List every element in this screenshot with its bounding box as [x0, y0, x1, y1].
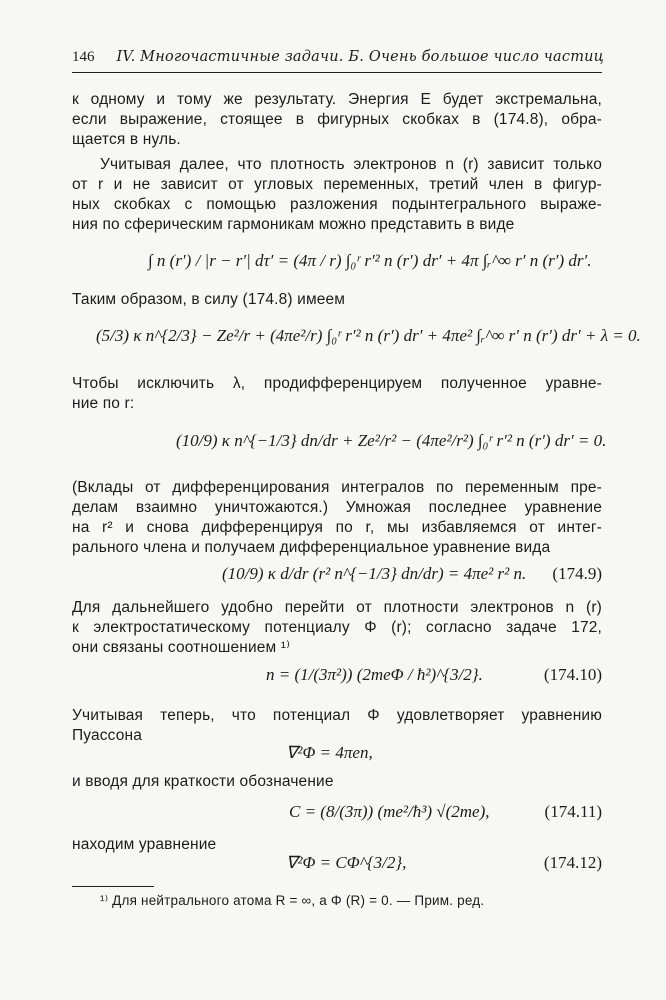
- equation-174-12: ∇²Φ = CΦ^{3/2},: [286, 853, 407, 872]
- equation-energy-condition: (5/3) κ n^{2/3} − Ze²/r + (4πe²/r) ∫₀ʳ r′² n (r′) dr′ + 4πe² ∫ᵣ^∞ r′ n (r′) dr′ + λ = 0.: [96, 326, 641, 345]
- text-line: ние по r:: [72, 395, 135, 412]
- equation-derivative: (10/9) κ n^{−1/3} dn/dr + Ze²/r² − (4πe²/r²) ∫₀ʳ r′² n (r′) dr′ = 0.: [176, 431, 607, 450]
- text-line: Для дальнейшего удобно перейти от плотности электронов n (r): [72, 599, 602, 616]
- text-line: на r² и снова дифференцируя по r, мы избавляемся от интег-: [72, 519, 602, 536]
- text-line: Чтобы исключить λ, продифференцируем полученное уравне-: [72, 375, 602, 392]
- equation-number: (174.11): [544, 802, 602, 821]
- text-line: рального члена и получаем дифференциальное уравнение вида: [72, 539, 551, 556]
- text-line: щается в нуль.: [72, 131, 181, 148]
- text-line: если выражение, стоящее в фигурных скобках в (174.8), обра-: [72, 111, 602, 128]
- text-line: находим уравнение: [72, 836, 217, 853]
- equation-integral-expansion: ∫ n (r′) / |r − r′| dτ′ = (4π / r) ∫₀ʳ r′² n (r′) dr′ + 4π ∫ᵣ^∞ r′ n (r′) dr′.: [148, 251, 592, 270]
- text-line: (Вклады от дифференцирования интегралов по переменным пре-: [72, 479, 602, 496]
- equation-174-11: C = (8/(3π)) (me²/ħ³) √(2me),: [289, 802, 490, 821]
- equation-number: (174.9): [552, 564, 602, 583]
- equation-number: (174.10): [543, 665, 602, 684]
- text-line: Таким образом, в силу (174.8) имеем: [72, 291, 346, 308]
- text-line: к одному и тому же результату. Энергия E будет экстремальна,: [72, 91, 602, 108]
- page-number: 146: [72, 49, 95, 65]
- footnote-rule: [72, 886, 154, 887]
- running-header: [72, 46, 602, 73]
- text-line: от r и не зависит от угловых переменных, третий член в фигур-: [72, 176, 602, 193]
- text-line: Пуассона: [72, 727, 143, 744]
- text-line: ных скобках с помощью разложения подынтегрального выраже-: [72, 196, 602, 213]
- text-line: делам взаимно уничтожаются.) Умножая последнее уравнение: [72, 499, 602, 516]
- equation-174-10: n = (1/(3π²)) (2meΦ / ħ²)^{3/2}.: [266, 665, 483, 684]
- text-line: ния по сферическим гармоникам можно представить в виде: [72, 216, 515, 233]
- equation-174-9: (10/9) κ d/dr (r² n^{−1/3} dn/dr) = 4πe² r² n.: [222, 564, 527, 583]
- equation-number: (174.12): [543, 853, 602, 872]
- text-line: и вводя для краткости обозначение: [72, 773, 334, 790]
- footnote: ¹⁾ Для нейтрального атома R = ∞, а Φ (R) = 0. — Прим. ред.: [100, 893, 485, 908]
- text-line: к электростатическому потенциалу Φ (r); согласно задаче 172,: [72, 619, 602, 636]
- equation-poisson: ∇²Φ = 4πen,: [286, 743, 373, 762]
- text-line: Учитывая теперь, что потенциал Φ удовлетворяет уравнению: [72, 707, 602, 724]
- text-line: Учитывая далее, что плотность электронов n (r) зависит только: [100, 156, 602, 173]
- text-line: они связаны соотношением ¹⁾: [72, 639, 291, 656]
- running-title: IV. Многочастичные задачи. Б. Очень большое число частиц: [116, 49, 604, 65]
